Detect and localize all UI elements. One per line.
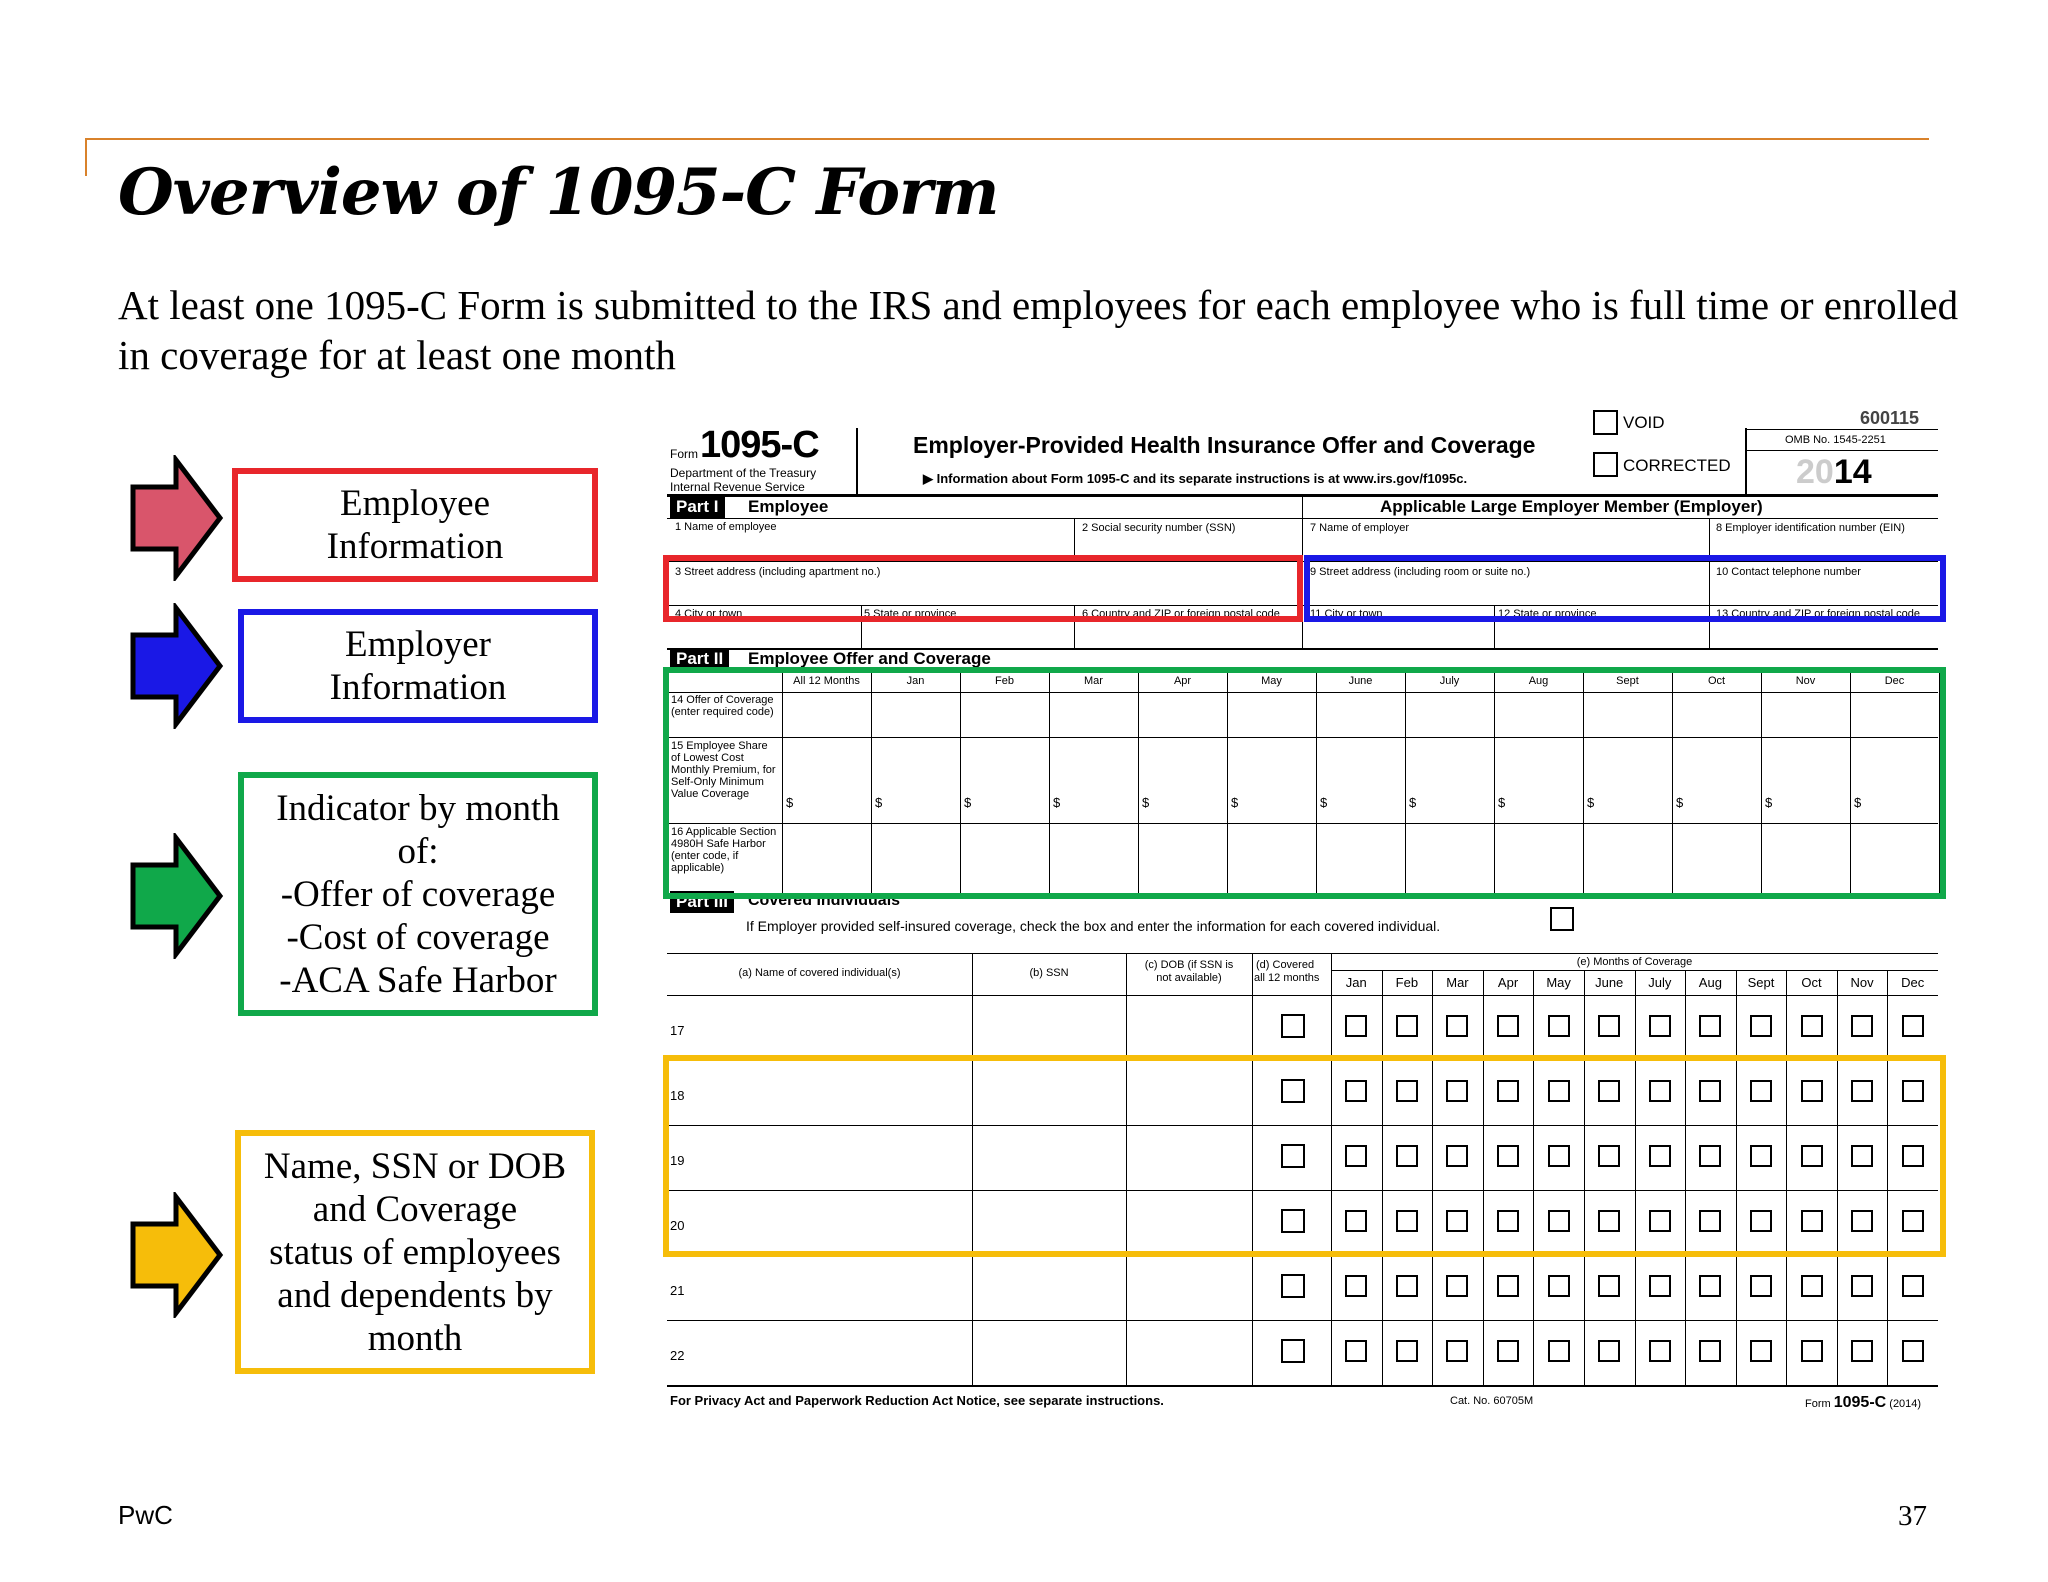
row15-dollar: $ [1587, 795, 1595, 810]
month-checkbox[interactable] [1902, 1340, 1924, 1362]
month-header: Apr [1497, 975, 1519, 990]
employee-highlight [663, 555, 1303, 622]
row-number: 18 [670, 1088, 685, 1103]
month-checkbox[interactable] [1902, 1275, 1924, 1297]
row14-label: 14 Offer of Coverage (enter required code) [671, 694, 774, 718]
month-header: June [1595, 975, 1624, 990]
field-6-label: 6 Country and ZIP or foreign postal code [1082, 608, 1280, 620]
covered-name-cell[interactable] [697, 1322, 970, 1383]
form-heading: Employer-Provided Health Insurance Offer and Coverage [913, 432, 1536, 458]
month-checkbox[interactable] [1750, 1015, 1772, 1037]
part2-month-header: May [1261, 675, 1282, 687]
blue-arrow-icon [128, 603, 228, 729]
employer-header: Applicable Large Employer Member (Employer) [1380, 497, 1763, 516]
part2-month-header: Oct [1707, 675, 1726, 687]
row15-dollar: $ [1231, 795, 1239, 810]
month-checkbox[interactable] [1649, 1275, 1671, 1297]
month-header: Oct [1801, 975, 1822, 990]
field-2-label: 2 Social security number (SSN) [1082, 522, 1236, 534]
field-11-label: 11 City or town [1310, 608, 1383, 620]
covered-all-12-checkbox[interactable] [1281, 1014, 1305, 1038]
month-checkbox[interactable] [1851, 1015, 1873, 1037]
dept-line-1: Department of the Treasury [670, 466, 817, 480]
void-label: VOID [1623, 413, 1665, 432]
covered-ssn-cell[interactable] [974, 1257, 1124, 1318]
field-5-label: 5 State or province [864, 608, 957, 620]
part2-month-header: Apr [1173, 675, 1192, 687]
dept-line-2: Internal Revenue Service [670, 480, 805, 494]
month-checkbox[interactable] [1446, 1015, 1468, 1037]
month-header: Nov [1850, 975, 1874, 990]
month-checkbox[interactable] [1598, 1275, 1620, 1297]
field-8-label: 8 Employer identification number (EIN) [1716, 522, 1905, 534]
col-d-header-1: (d) Covered [1256, 959, 1315, 971]
part2-title: Employee Offer and Coverage [748, 649, 991, 668]
field-13-label: 13 Country and ZIP or foreign postal code [1716, 608, 1921, 620]
part1-tag: Part I [670, 496, 725, 518]
covered-name-cell[interactable] [697, 1257, 970, 1318]
footer-brand: PwC [118, 1500, 173, 1530]
omb-number: OMB No. 1545-2251 [1785, 434, 1886, 446]
form-label: Form [670, 447, 698, 461]
row15-dollar: $ [1142, 795, 1150, 810]
month-checkbox[interactable] [1649, 1015, 1671, 1037]
field-12-label: 12 State or province [1498, 608, 1597, 620]
void-checkbox[interactable] [1593, 410, 1618, 435]
field-4-label: 4 City or town [675, 608, 743, 620]
part3-title: Covered Individuals [748, 892, 901, 909]
month-checkbox[interactable] [1548, 1015, 1570, 1037]
month-checkbox[interactable] [1396, 1275, 1418, 1297]
field-10-label: 10 Contact telephone number [1716, 566, 1861, 578]
covered-name-cell[interactable] [697, 997, 970, 1058]
employer-highlight [1304, 555, 1946, 622]
covered-all-12-checkbox[interactable] [1281, 1339, 1305, 1363]
month-checkbox[interactable] [1396, 1340, 1418, 1362]
part2-month-header: Jan [906, 675, 925, 687]
row15-label: 15 Employee Share of Lowest Cost Monthly Premium, for Self-Only Minimum Value Coverage [671, 740, 776, 800]
month-checkbox[interactable] [1699, 1275, 1721, 1297]
callout-employee-information: Employee Information [232, 468, 598, 582]
month-checkbox[interactable] [1548, 1275, 1570, 1297]
month-checkbox[interactable] [1902, 1015, 1924, 1037]
month-checkbox[interactable] [1699, 1015, 1721, 1037]
part2-month-header: July [1439, 675, 1460, 687]
month-header: Mar [1446, 975, 1469, 990]
field-7-label: 7 Name of employer [1310, 522, 1410, 534]
month-header: May [1546, 975, 1571, 990]
month-header: July [1648, 975, 1672, 990]
form-number: 1095-C [700, 424, 819, 466]
row15-dollar: $ [1053, 795, 1061, 810]
slide-subtitle: At least one 1095-C Form is submitted to the IRS and employees for each employee who is full time or enrolled in coverage for at least one month [118, 282, 1959, 378]
field-3-label: 3 Street address (including apartment no.) [675, 566, 881, 578]
pink-arrow-icon [128, 455, 228, 581]
col-e-header: (e) Months of Coverage [1576, 956, 1693, 968]
corrected-checkbox[interactable] [1593, 452, 1618, 477]
row-number: 21 [670, 1283, 685, 1298]
tax-year: 2014 [1796, 453, 1872, 491]
covered-dob-cell[interactable] [1128, 1257, 1250, 1318]
part2-month-header: June [1348, 675, 1373, 687]
form-footer-form: Form 1095-C (2014) [1805, 1394, 1922, 1411]
month-checkbox[interactable] [1345, 1340, 1367, 1362]
month-checkbox[interactable] [1446, 1340, 1468, 1362]
form-code: 600115 [1860, 408, 1920, 428]
month-checkbox[interactable] [1801, 1275, 1823, 1297]
row-number: 20 [670, 1218, 685, 1233]
row15-dollar: $ [964, 795, 972, 810]
covered-individuals-highlight [663, 1055, 1946, 1257]
covered-ssn-cell[interactable] [974, 1322, 1124, 1383]
col-a-header: (a) Name of covered individual(s) [738, 967, 901, 979]
row15-dollar: $ [1854, 795, 1862, 810]
row-number: 17 [670, 1023, 685, 1038]
month-header: Dec [1901, 975, 1925, 990]
form-footer-privacy: For Privacy Act and Paperwork Reduction Act Notice, see separate instructions. [670, 1393, 1164, 1408]
row-number: 19 [670, 1153, 685, 1168]
col-c-header-2: not available) [1156, 972, 1222, 984]
form-info-line: ▶ Information about Form 1095-C and its separate instructions is at www.irs.gov/f1095c. [923, 471, 1468, 486]
month-checkbox[interactable] [1750, 1340, 1772, 1362]
month-header: Sept [1747, 975, 1775, 990]
part2-month-header: Feb [995, 675, 1014, 687]
month-checkbox[interactable] [1497, 1275, 1519, 1297]
month-checkbox[interactable] [1598, 1340, 1620, 1362]
row15-dollar: $ [1765, 795, 1773, 810]
header-accent-tick [85, 138, 87, 176]
form-footer-cat: Cat. No. 60705M [1450, 1395, 1534, 1407]
part2-tag: Part II [670, 648, 729, 670]
offer-coverage-highlight [663, 667, 1946, 899]
covered-dob-cell[interactable] [1128, 997, 1250, 1058]
row-number: 22 [670, 1348, 685, 1363]
month-checkbox[interactable] [1497, 1015, 1519, 1037]
part1-title: Employee [748, 497, 829, 516]
month-checkbox[interactable] [1598, 1015, 1620, 1037]
month-checkbox[interactable] [1851, 1275, 1873, 1297]
month-header: Jan [1345, 975, 1367, 990]
col-c-header-1: (c) DOB (if SSN is [1144, 959, 1234, 971]
col-b-header: (b) SSN [1029, 967, 1069, 979]
callout-covered-individuals: Name, SSN or DOB and Coverage status of employees and dependents by month [235, 1130, 595, 1374]
page-number: 37 [1898, 1500, 1927, 1532]
covered-dob-cell[interactable] [1128, 1322, 1250, 1383]
month-checkbox[interactable] [1345, 1015, 1367, 1037]
yellow-arrow-icon [128, 1192, 228, 1318]
part2-month-header: Aug [1528, 675, 1549, 687]
month-checkbox[interactable] [1649, 1340, 1671, 1362]
field-1-label: 1 Name of employee [675, 521, 777, 533]
corrected-label: CORRECTED [1623, 456, 1731, 475]
month-checkbox[interactable] [1851, 1340, 1873, 1362]
row15-dollar: $ [786, 795, 794, 810]
slide-title: Overview of 1095-C Form [118, 155, 999, 230]
self-insured-checkbox[interactable] [1550, 907, 1574, 931]
covered-all-12-checkbox[interactable] [1281, 1274, 1305, 1298]
row15-dollar: $ [875, 795, 883, 810]
part3-note: If Employer provided self-insured coverage, check the box and enter the information for each covered individual. [746, 918, 1441, 934]
header-accent-line [85, 138, 1929, 140]
month-checkbox[interactable] [1345, 1275, 1367, 1297]
month-checkbox[interactable] [1801, 1015, 1823, 1037]
month-header: Aug [1698, 975, 1722, 990]
month-checkbox[interactable] [1548, 1340, 1570, 1362]
row16-label: 16 Applicable Section 4980H Safe Harbor (enter code, if applicable) [671, 826, 777, 874]
field-9-label: 9 Street address (including room or suite no.) [1310, 566, 1531, 578]
callout-employer-information: Employer Information [238, 609, 598, 723]
row15-dollar: $ [1498, 795, 1506, 810]
part3-tag: Part III [670, 891, 734, 913]
month-checkbox[interactable] [1396, 1015, 1418, 1037]
green-arrow-icon [128, 833, 228, 959]
month-checkbox[interactable] [1801, 1340, 1823, 1362]
part2-month-header: Nov [1795, 675, 1816, 687]
part2-month-header: Mar [1084, 675, 1103, 687]
part2-month-header: All 12 Months [793, 675, 860, 687]
month-header: Feb [1395, 975, 1419, 990]
month-checkbox[interactable] [1750, 1275, 1772, 1297]
month-checkbox[interactable] [1497, 1340, 1519, 1362]
month-checkbox[interactable] [1446, 1275, 1468, 1297]
month-checkbox[interactable] [1699, 1340, 1721, 1362]
row15-dollar: $ [1409, 795, 1417, 810]
part2-month-header: Sept [1616, 675, 1639, 687]
covered-ssn-cell[interactable] [974, 997, 1124, 1058]
callout-monthly-indicators: Indicator by month of: -Offer of coverage -Cost of coverage -ACA Safe Harbor [238, 772, 598, 1016]
part2-month-header: Dec [1884, 675, 1905, 687]
row15-dollar: $ [1320, 795, 1328, 810]
col-d-header-2: all 12 months [1254, 972, 1320, 984]
row15-dollar: $ [1676, 795, 1684, 810]
